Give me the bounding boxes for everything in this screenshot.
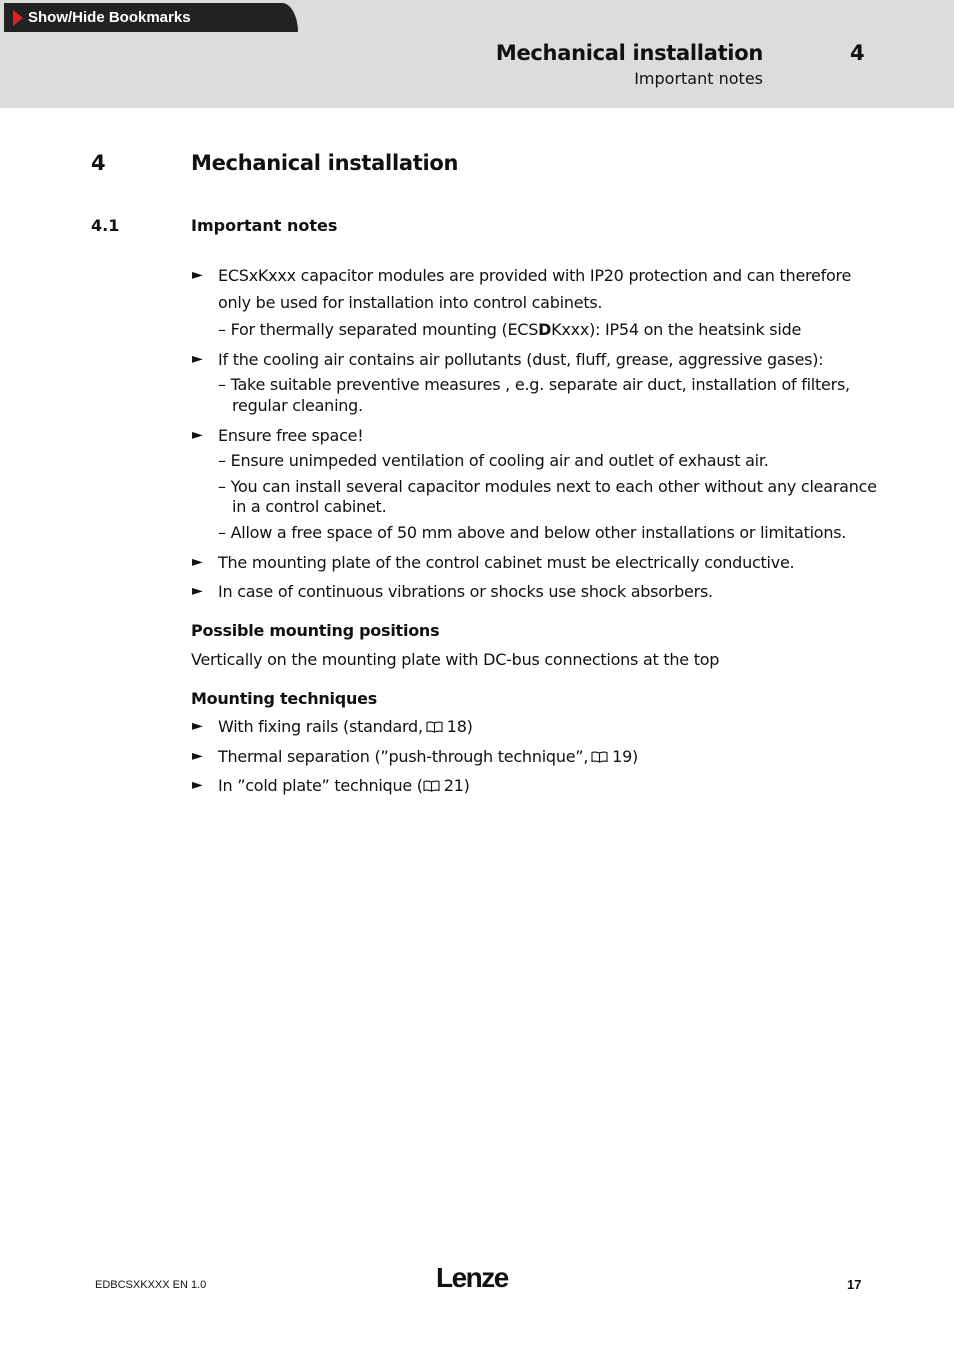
page-link[interactable]: 18) [446, 717, 473, 736]
note-dash-item: – Allow a free space of 50 mm above and below other installations or limitations. [218, 523, 847, 542]
technique-item [218, 776, 470, 795]
note-line: In case of continuous vibrations or shocks use shock absorbers. [218, 582, 713, 601]
page-link[interactable]: 19) [612, 747, 639, 766]
bullet-arrow-icon: ► [192, 351, 203, 367]
note-line: The mounting plate of the control cabinet must be electrically conductive. [218, 553, 795, 572]
techniques-heading: Mounting techniques [191, 689, 377, 708]
bullet-arrow-icon: ► [192, 718, 203, 734]
page-link[interactable]: 21) [443, 776, 470, 795]
header-title: Mechanical installation [495, 41, 763, 65]
positions-text: Vertically on the mounting plate with DC-bus connections at the top [191, 650, 720, 669]
note-dash-item: – Take suitable preventive measures , e.g. separate air duct, installation of filters, [218, 375, 850, 394]
note-line: Ensure free space! [218, 426, 364, 445]
header-subtitle: Important notes [634, 69, 763, 88]
note-dash-item: – Ensure unimpeded ventilation of cooling air and outlet of exhaust air. [218, 451, 769, 470]
lenze-logo: Lenze [436, 1262, 508, 1293]
technique-item [218, 717, 473, 736]
note-line: If the cooling air contains air pollutants (dust, fluff, grease, aggressive gases): [218, 350, 824, 369]
book-icon [423, 780, 440, 792]
bullet-arrow-icon: ► [192, 554, 203, 570]
note-line: ECSxKxxx capacitor modules are provided with IP20 protection and can therefore [218, 266, 852, 285]
note-dash-item: – You can install several capacitor modules next to each other without any clearance [218, 477, 877, 496]
bookmarks-button-label: Show/Hide Bookmarks [28, 9, 191, 26]
book-icon [426, 721, 443, 733]
note-dash-item [218, 320, 801, 339]
bullet-arrow-icon: ► [192, 267, 203, 283]
bullet-arrow-icon: ► [192, 427, 203, 443]
section-number: 4 [91, 151, 106, 175]
note-dash-item-cont: regular cleaning. [232, 396, 363, 415]
header-chapter-number: 4 [850, 41, 865, 65]
technique-text: With fixing rails (standard, [218, 717, 423, 736]
footer-page-number: 17 [847, 1277, 862, 1292]
bullet-arrow-icon: ► [192, 583, 203, 599]
bullet-arrow-icon: ► [192, 777, 203, 793]
subsection-title: Important notes [191, 216, 338, 235]
note-text-bold: D [538, 320, 552, 339]
triangle-right-icon [13, 10, 23, 26]
note-text: Kxxx): IP54 on the heatsink side [551, 320, 802, 339]
note-dash-item-cont: in a control cabinet. [232, 497, 387, 516]
positions-heading: Possible mounting positions [191, 621, 440, 640]
note-line: only be used for installation into control cabinets. [218, 293, 603, 312]
technique-text: Thermal separation (”push-through technique”, [218, 747, 589, 766]
bullet-arrow-icon: ► [192, 748, 203, 764]
section-title: Mechanical installation [191, 151, 459, 175]
note-text: – For thermally separated mounting (ECS [218, 320, 539, 339]
subsection-number: 4.1 [91, 216, 120, 235]
technique-item [218, 747, 638, 766]
book-icon [591, 751, 608, 763]
footer-doc-id: EDBCSXKXXX EN 1.0 [95, 1279, 207, 1291]
show-hide-bookmarks-button[interactable] [4, 3, 298, 32]
technique-text: In ”cold plate” technique ( [218, 776, 423, 795]
